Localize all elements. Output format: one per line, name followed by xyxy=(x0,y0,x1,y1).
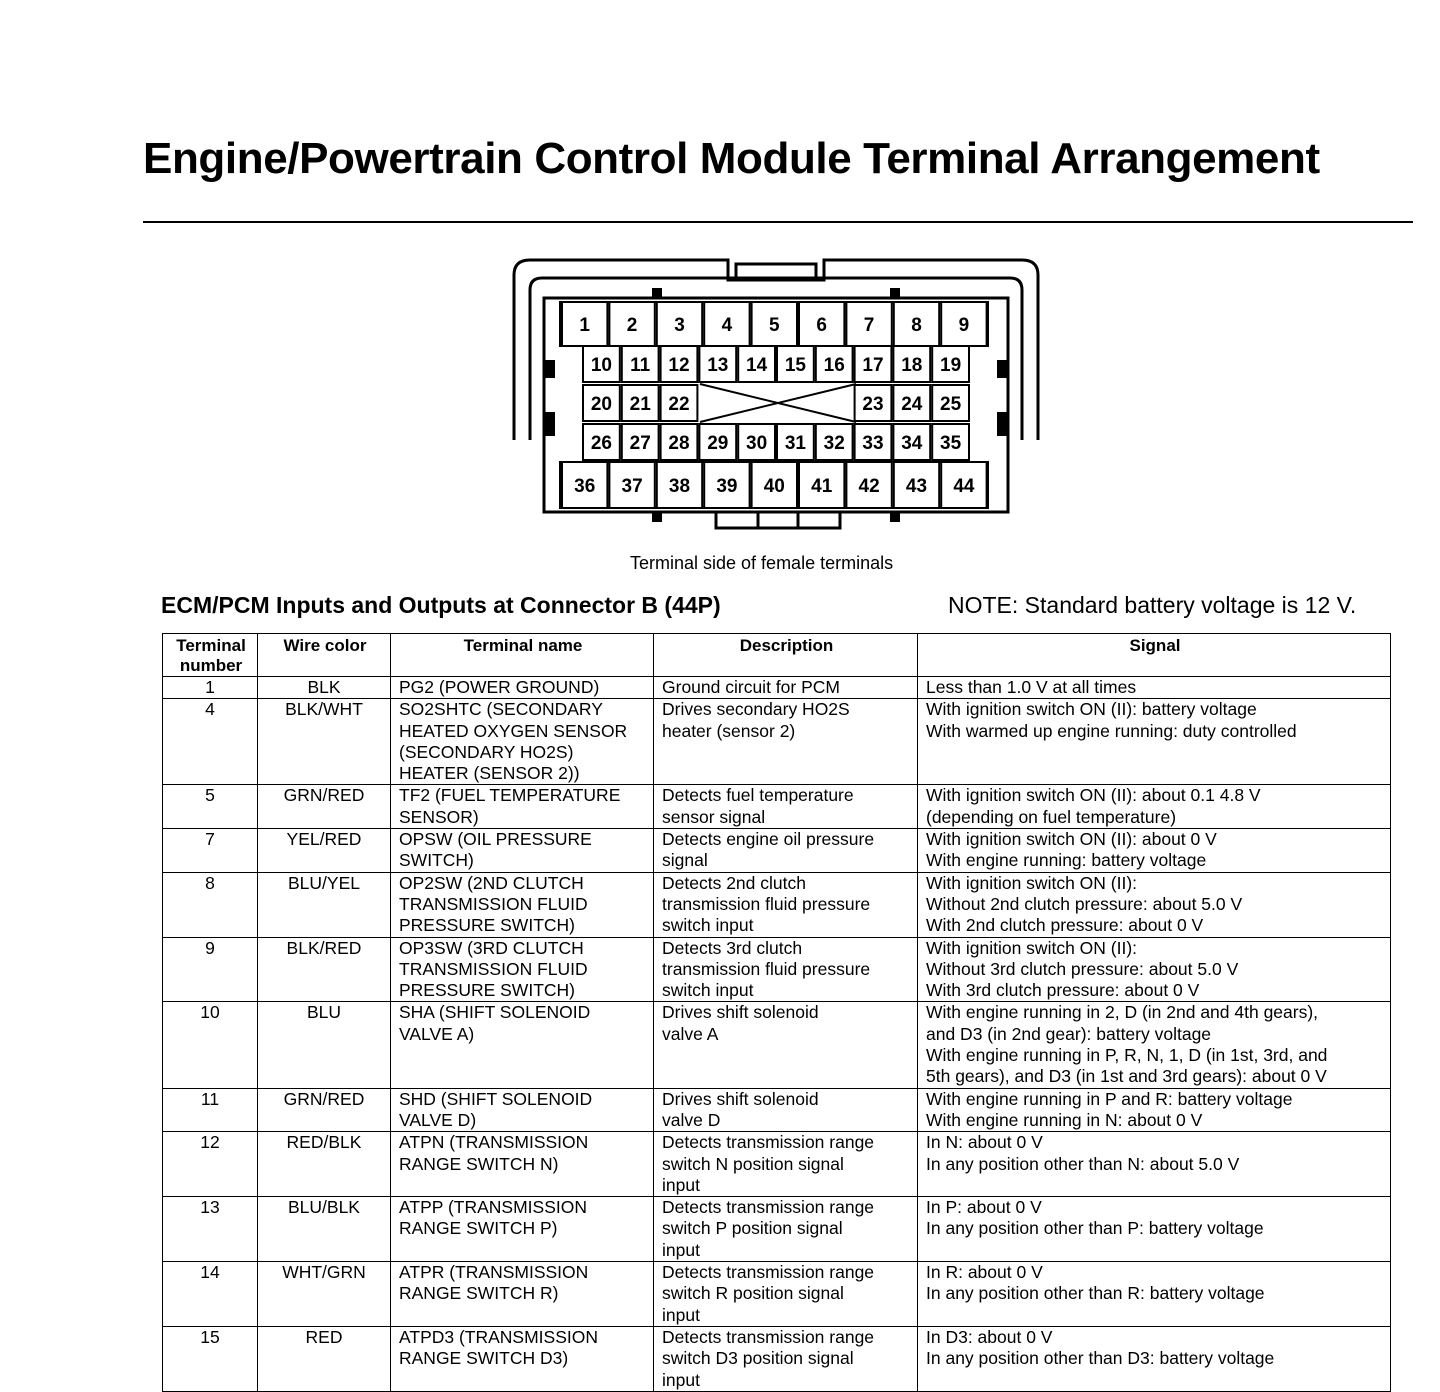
terminal-pin-label: 26 xyxy=(590,433,612,454)
terminal-name-cell: OP2SW (2ND CLUTCH TRANSMISSION FLUID PRESSURE SWITCH) xyxy=(391,872,654,937)
connector-side-lug xyxy=(545,412,555,436)
terminal-pin-label: 10 xyxy=(590,355,612,376)
table-row xyxy=(163,1262,1391,1327)
connector-diagram xyxy=(500,250,1060,540)
signal-cell: With ignition switch ON (II): Without 3rd clutch pressure: about 5.0 V With 3rd clutch pressure: about 0 V xyxy=(918,937,1391,1002)
terminal-name-cell: ATPR (TRANSMISSION RANGE SWITCH R) xyxy=(391,1262,654,1327)
terminal-pin-label: 31 xyxy=(784,433,806,454)
table-row xyxy=(163,1088,1391,1132)
table-row xyxy=(163,1132,1391,1197)
wire-color-cell: BLU/YEL xyxy=(258,872,391,937)
terminal-number-cell: 15 xyxy=(163,1326,258,1391)
terminal-pin-label: 42 xyxy=(858,476,880,497)
terminal-name-cell: OPSW (OIL PRESSURE SWITCH) xyxy=(391,829,654,873)
terminal-pin-label: 19 xyxy=(940,355,962,376)
wire-color-cell: YEL/RED xyxy=(258,829,391,873)
terminal-pin-label: 2 xyxy=(626,315,638,336)
wire-color-cell: BLK/WHT xyxy=(258,699,391,785)
signal-cell: In D3: about 0 V In any position other than D3: battery voltage xyxy=(918,1326,1391,1391)
description-cell: Ground circuit for PCM xyxy=(654,677,918,699)
wire-color-cell: BLU/BLK xyxy=(258,1197,391,1262)
terminal-table xyxy=(162,633,1391,1392)
terminal-number-cell: 5 xyxy=(163,785,258,829)
connector-side-lug xyxy=(997,412,1007,436)
description-cell: Detects transmission range switch D3 position signal input xyxy=(654,1326,918,1391)
section-title: ECM/PCM Inputs and Outputs at Connector B (44P) xyxy=(161,592,721,618)
signal-cell: With engine running in P and R: battery voltage With engine running in N: about 0 V xyxy=(918,1088,1391,1132)
table-row xyxy=(163,1326,1391,1391)
terminal-number-cell: 11 xyxy=(163,1088,258,1132)
terminal-pin-label: 13 xyxy=(707,355,729,376)
table-row xyxy=(163,699,1391,785)
battery-voltage-note: NOTE: Standard battery voltage is 12 V. xyxy=(948,592,1357,618)
connector-bottom-peg xyxy=(652,512,662,522)
table-row xyxy=(163,829,1391,873)
description-cell: Detects transmission range switch R position signal input xyxy=(654,1262,918,1327)
terminal-pin-label: 20 xyxy=(590,394,612,415)
terminal-pin-label: 29 xyxy=(707,433,729,454)
terminal-name-cell: ATPN (TRANSMISSION RANGE SWITCH N) xyxy=(391,1132,654,1197)
description-cell: Drives secondary HO2S heater (sensor 2) xyxy=(654,699,918,785)
terminal-pin-label: 14 xyxy=(746,355,768,376)
signal-cell: With ignition switch ON (II): battery voltage With warmed up engine running: duty controlled xyxy=(918,699,1391,785)
description-cell: Drives shift solenoid valve A xyxy=(654,1002,918,1088)
table-row xyxy=(163,1002,1391,1088)
terminal-number-cell: 9 xyxy=(163,937,258,1002)
terminal-pin-label: 44 xyxy=(953,476,975,497)
terminal-pin-label: 32 xyxy=(823,433,845,454)
description-cell: Detects 2nd clutch transmission fluid pressure switch input xyxy=(654,872,918,937)
connector-bottom-key xyxy=(716,512,840,528)
table-header-row xyxy=(163,634,1391,677)
wire-color-cell: BLK/RED xyxy=(258,937,391,1002)
terminal-pin-label: 33 xyxy=(862,433,884,454)
terminal-name-cell: OP3SW (3RD CLUTCH TRANSMISSION FLUID PRESSURE SWITCH) xyxy=(391,937,654,1002)
wire-color-cell: RED/BLK xyxy=(258,1132,391,1197)
terminal-number-cell: 1 xyxy=(163,677,258,699)
terminal-pin-label: 38 xyxy=(668,476,691,497)
signal-cell: In R: about 0 V In any position other than R: battery voltage xyxy=(918,1262,1391,1327)
header-terminal-name: Terminal name xyxy=(391,634,654,677)
terminal-pin-label: 36 xyxy=(574,476,596,497)
table-row xyxy=(163,872,1391,937)
terminal-pin-label: 23 xyxy=(862,394,884,415)
description-cell: Detects engine oil pressure signal xyxy=(654,829,918,873)
terminal-pin-label: 43 xyxy=(905,476,928,497)
terminal-pin-label: 25 xyxy=(940,394,962,415)
terminal-pin-label: 21 xyxy=(629,394,651,415)
diagram-caption: Terminal side of female terminals xyxy=(630,553,894,573)
terminal-pin-label: 34 xyxy=(901,433,923,454)
header-terminal-number: Terminal number xyxy=(163,634,258,677)
terminal-name-cell: ATPD3 (TRANSMISSION RANGE SWITCH D3) xyxy=(391,1326,654,1391)
terminal-pin-label: 6 xyxy=(816,315,827,336)
terminal-number-cell: 13 xyxy=(163,1197,258,1262)
terminal-pin-label: 16 xyxy=(823,355,845,376)
terminal-pin-label: 3 xyxy=(674,315,685,336)
terminal-pin-label: 7 xyxy=(863,315,875,336)
table-row xyxy=(163,677,1391,699)
signal-cell: With ignition switch ON (II): about 0.1 4.8 V (depending on fuel temperature) xyxy=(918,785,1391,829)
description-cell: Detects 3rd clutch transmission fluid pressure switch input xyxy=(654,937,918,1002)
wire-color-cell: GRN/RED xyxy=(258,785,391,829)
terminal-number-cell: 8 xyxy=(163,872,258,937)
terminal-pin-label: 22 xyxy=(668,394,690,415)
terminal-pin-label: 11 xyxy=(630,355,651,376)
terminal-pin-label: 41 xyxy=(811,476,833,497)
connector-side-lug xyxy=(545,360,555,378)
terminal-pin-label: 30 xyxy=(746,433,768,454)
terminal-pin-label: 8 xyxy=(911,315,922,336)
table-row xyxy=(163,937,1391,1002)
terminal-pin-label: 27 xyxy=(629,433,651,454)
terminal-name-cell: ATPP (TRANSMISSION RANGE SWITCH P) xyxy=(391,1197,654,1262)
terminal-pin-label: 1 xyxy=(579,315,590,336)
terminal-pin-label: 4 xyxy=(721,315,733,336)
terminal-name-cell: TF2 (FUEL TEMPERATURE SENSOR) xyxy=(391,785,654,829)
connector-side-lug xyxy=(997,360,1007,378)
connector-top-peg xyxy=(652,288,662,298)
wire-color-cell: RED xyxy=(258,1326,391,1391)
wire-color-cell: BLK xyxy=(258,677,391,699)
signal-cell: With engine running in 2, D (in 2nd and 4th gears), and D3 (in 2nd gear): battery voltage With engine running in P, R, N, 1, D (in 1st, 3rd, and 5th gears), and D3 (in 1st and 3rd gears): about 0 V xyxy=(918,1002,1391,1088)
wire-color-cell: BLU xyxy=(258,1002,391,1088)
terminal-number-cell: 4 xyxy=(163,699,258,785)
connector-bottom-peg xyxy=(890,512,900,522)
terminal-pin-label: 9 xyxy=(958,315,970,336)
terminal-pin-label: 35 xyxy=(940,433,962,454)
page-title: Engine/Powertrain Control Module Terminal Arrangement xyxy=(143,134,1320,183)
title-divider xyxy=(143,221,1413,223)
terminal-name-cell: SHD (SHIFT SOLENOID VALVE D) xyxy=(391,1088,654,1132)
signal-cell: In N: about 0 V In any position other than N: about 5.0 V xyxy=(918,1132,1391,1197)
terminal-name-cell: SHA (SHIFT SOLENOID VALVE A) xyxy=(391,1002,654,1088)
terminal-pin-label: 24 xyxy=(901,394,923,415)
table-row xyxy=(163,1197,1391,1262)
terminal-pin-label: 12 xyxy=(668,355,690,376)
terminal-number-cell: 14 xyxy=(163,1262,258,1327)
description-cell: Detects transmission range switch P position signal input xyxy=(654,1197,918,1262)
table-row xyxy=(163,785,1391,829)
header-description: Description xyxy=(654,634,918,677)
connector-top-peg xyxy=(890,288,900,298)
description-cell: Detects transmission range switch N position signal input xyxy=(654,1132,918,1197)
terminal-number-cell: 12 xyxy=(163,1132,258,1197)
terminal-number-cell: 10 xyxy=(163,1002,258,1088)
terminal-number-cell: 7 xyxy=(163,829,258,873)
signal-cell: Less than 1.0 V at all times xyxy=(918,677,1391,699)
terminal-name-cell: SO2SHTC (SECONDARY HEATED OXYGEN SENSOR (SECONDARY HO2S) HEATER (SENSOR 2)) xyxy=(391,699,654,785)
terminal-pin-label: 15 xyxy=(784,355,806,376)
signal-cell: With ignition switch ON (II): Without 2nd clutch pressure: about 5.0 V With 2nd clutch pressure: about 0 V xyxy=(918,872,1391,937)
terminal-pin-label: 39 xyxy=(716,476,738,497)
terminal-pin-label: 17 xyxy=(862,355,884,376)
header-signal: Signal xyxy=(918,634,1391,677)
terminal-pin-label: 37 xyxy=(621,476,643,497)
terminal-pin-label: 5 xyxy=(769,315,780,336)
wire-color-cell: WHT/GRN xyxy=(258,1262,391,1327)
signal-cell: With ignition switch ON (II): about 0 V With engine running: battery voltage xyxy=(918,829,1391,873)
signal-cell: In P: about 0 V In any position other than P: battery voltage xyxy=(918,1197,1391,1262)
terminal-pin-label: 28 xyxy=(668,433,690,454)
terminal-pin-label: 40 xyxy=(763,476,785,497)
description-cell: Drives shift solenoid valve D xyxy=(654,1088,918,1132)
wire-color-cell: GRN/RED xyxy=(258,1088,391,1132)
header-wire-color: Wire color xyxy=(258,634,391,677)
description-cell: Detects fuel temperature sensor signal xyxy=(654,785,918,829)
terminal-pin-label: 18 xyxy=(901,355,923,376)
terminal-name-cell: PG2 (POWER GROUND) xyxy=(391,677,654,699)
